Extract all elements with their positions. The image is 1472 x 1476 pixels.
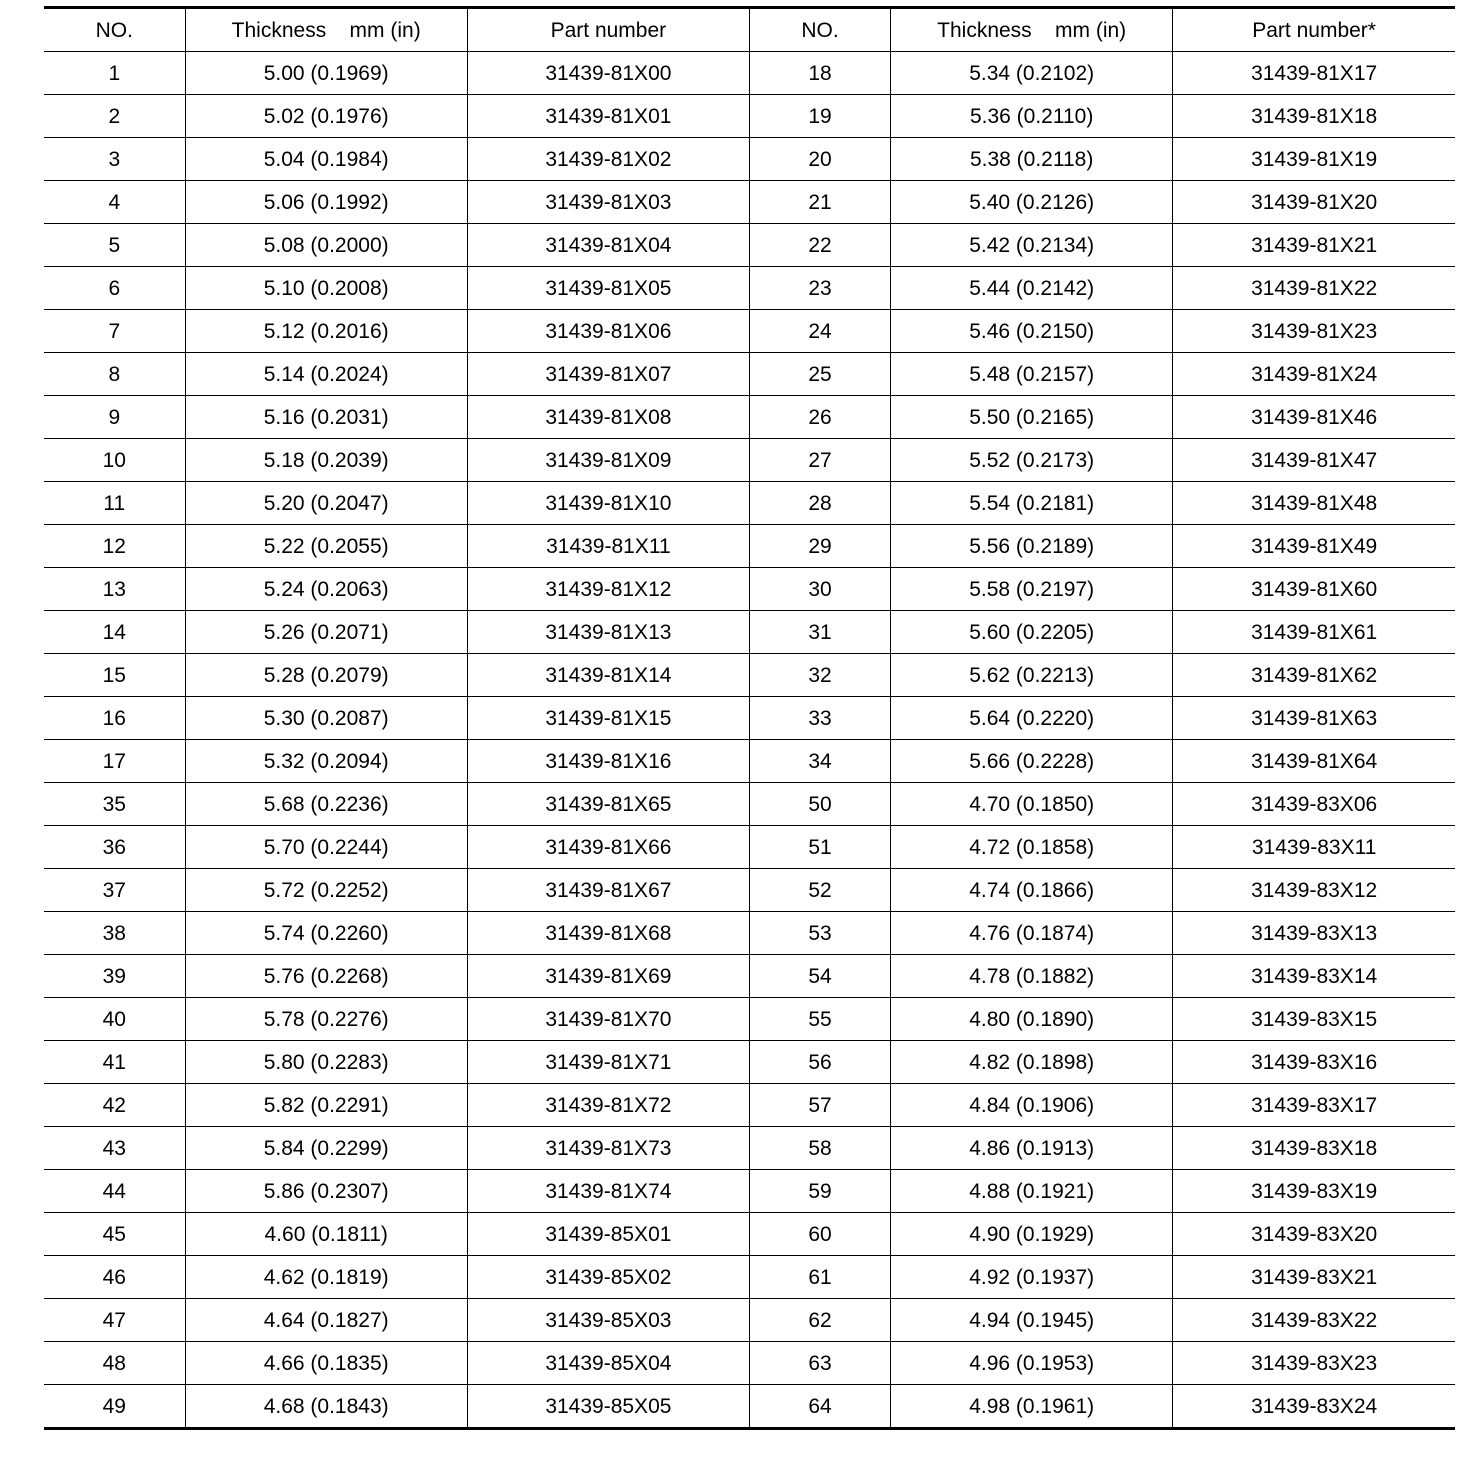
- cell-no-right: 18: [749, 52, 890, 95]
- cell-no-left: 38: [44, 912, 185, 955]
- cell-part-number-right: 31439-83X22: [1173, 1299, 1455, 1342]
- cell-no-right: 24: [749, 310, 890, 353]
- cell-part-number-left: 31439-81X65: [467, 783, 749, 826]
- table-row: [44, 439, 1455, 482]
- table-row: [44, 1127, 1455, 1170]
- cell-thickness-right: 5.38 (0.2118): [891, 138, 1173, 181]
- table-row: [44, 1256, 1455, 1299]
- cell-no-left: 48: [44, 1342, 185, 1385]
- cell-thickness-left: 5.82 (0.2291): [185, 1084, 467, 1127]
- cell-thickness-right: 5.48 (0.2157): [891, 353, 1173, 396]
- cell-part-number-right: 31439-83X15: [1173, 998, 1455, 1041]
- table-row: [44, 1041, 1455, 1084]
- table-row: [44, 181, 1455, 224]
- cell-thickness-left: 5.20 (0.2047): [185, 482, 467, 525]
- table-row: [44, 1170, 1455, 1213]
- cell-thickness-right: 4.72 (0.1858): [891, 826, 1173, 869]
- cell-part-number-right: 31439-83X20: [1173, 1213, 1455, 1256]
- table-row: [44, 525, 1455, 568]
- cell-part-number-right: 31439-83X13: [1173, 912, 1455, 955]
- table-row: [44, 1213, 1455, 1256]
- cell-no-right: 22: [749, 224, 890, 267]
- cell-part-number-left: 31439-85X04: [467, 1342, 749, 1385]
- table-row: [44, 138, 1455, 181]
- cell-part-number-left: 31439-81X09: [467, 439, 749, 482]
- cell-thickness-left: 5.04 (0.1984): [185, 138, 467, 181]
- cell-part-number-right: 31439-83X14: [1173, 955, 1455, 998]
- table-header: [44, 8, 1455, 52]
- cell-part-number-left: 31439-85X03: [467, 1299, 749, 1342]
- cell-part-number-left: 31439-81X71: [467, 1041, 749, 1084]
- cell-no-right: 60: [749, 1213, 890, 1256]
- table-row: [44, 1084, 1455, 1127]
- cell-part-number-left: 31439-81X70: [467, 998, 749, 1041]
- cell-no-left: 49: [44, 1385, 185, 1429]
- cell-no-left: 37: [44, 869, 185, 912]
- cell-thickness-left: 5.24 (0.2063): [185, 568, 467, 611]
- cell-part-number-left: 31439-81X74: [467, 1170, 749, 1213]
- header-no-left: NO.: [44, 8, 185, 52]
- cell-no-right: 20: [749, 138, 890, 181]
- cell-thickness-left: 5.86 (0.2307): [185, 1170, 467, 1213]
- cell-no-right: 63: [749, 1342, 890, 1385]
- cell-no-right: 62: [749, 1299, 890, 1342]
- cell-thickness-right: 4.98 (0.1961): [891, 1385, 1173, 1429]
- cell-thickness-right: 5.56 (0.2189): [891, 525, 1173, 568]
- table-row: [44, 783, 1455, 826]
- cell-no-right: 25: [749, 353, 890, 396]
- cell-thickness-right: 4.86 (0.1913): [891, 1127, 1173, 1170]
- cell-thickness-left: 5.28 (0.2079): [185, 654, 467, 697]
- table-row: [44, 267, 1455, 310]
- cell-part-number-right: 31439-81X23: [1173, 310, 1455, 353]
- header-thickness-left: Thickness mm (in): [185, 8, 467, 52]
- cell-part-number-right: 31439-81X60: [1173, 568, 1455, 611]
- cell-no-right: 53: [749, 912, 890, 955]
- cell-part-number-right: 31439-81X18: [1173, 95, 1455, 138]
- table-row: [44, 955, 1455, 998]
- cell-no-right: 26: [749, 396, 890, 439]
- cell-part-number-right: 31439-81X49: [1173, 525, 1455, 568]
- cell-thickness-right: 5.46 (0.2150): [891, 310, 1173, 353]
- cell-thickness-right: 4.80 (0.1890): [891, 998, 1173, 1041]
- header-part-number-left: Part number: [467, 8, 749, 52]
- cell-no-right: 21: [749, 181, 890, 224]
- cell-thickness-right: 4.82 (0.1898): [891, 1041, 1173, 1084]
- cell-no-right: 31: [749, 611, 890, 654]
- table-row: [44, 310, 1455, 353]
- header-row: [44, 8, 1455, 52]
- cell-no-right: 32: [749, 654, 890, 697]
- cell-no-right: 34: [749, 740, 890, 783]
- cell-part-number-right: 31439-83X06: [1173, 783, 1455, 826]
- cell-part-number-left: 31439-81X72: [467, 1084, 749, 1127]
- cell-part-number-right: 31439-81X63: [1173, 697, 1455, 740]
- cell-no-left: 45: [44, 1213, 185, 1256]
- cell-thickness-left: 5.30 (0.2087): [185, 697, 467, 740]
- cell-part-number-right: 31439-81X17: [1173, 52, 1455, 95]
- cell-no-left: 7: [44, 310, 185, 353]
- cell-no-right: 52: [749, 869, 890, 912]
- cell-thickness-right: 5.42 (0.2134): [891, 224, 1173, 267]
- cell-part-number-left: 31439-81X16: [467, 740, 749, 783]
- cell-no-left: 10: [44, 439, 185, 482]
- cell-thickness-right: 4.92 (0.1937): [891, 1256, 1173, 1299]
- cell-part-number-left: 31439-81X69: [467, 955, 749, 998]
- cell-no-right: 57: [749, 1084, 890, 1127]
- cell-no-right: 58: [749, 1127, 890, 1170]
- cell-no-left: 15: [44, 654, 185, 697]
- cell-no-right: 29: [749, 525, 890, 568]
- cell-no-left: 16: [44, 697, 185, 740]
- cell-part-number-right: 31439-81X64: [1173, 740, 1455, 783]
- cell-no-right: 61: [749, 1256, 890, 1299]
- cell-thickness-right: 4.88 (0.1921): [891, 1170, 1173, 1213]
- cell-no-left: 41: [44, 1041, 185, 1084]
- cell-thickness-right: 5.36 (0.2110): [891, 95, 1173, 138]
- cell-no-left: 47: [44, 1299, 185, 1342]
- cell-thickness-left: 4.66 (0.1835): [185, 1342, 467, 1385]
- cell-thickness-right: 5.50 (0.2165): [891, 396, 1173, 439]
- header-thickness-right: Thickness mm (in): [891, 8, 1173, 52]
- cell-no-right: 54: [749, 955, 890, 998]
- table-row: [44, 568, 1455, 611]
- cell-thickness-right: 4.70 (0.1850): [891, 783, 1173, 826]
- cell-thickness-right: 4.84 (0.1906): [891, 1084, 1173, 1127]
- cell-thickness-right: 4.90 (0.1929): [891, 1213, 1173, 1256]
- cell-thickness-left: 5.22 (0.2055): [185, 525, 467, 568]
- cell-part-number-right: 31439-81X20: [1173, 181, 1455, 224]
- cell-no-left: 9: [44, 396, 185, 439]
- cell-part-number-left: 31439-81X13: [467, 611, 749, 654]
- table-row: [44, 482, 1455, 525]
- cell-part-number-left: 31439-81X07: [467, 353, 749, 396]
- cell-thickness-left: 5.84 (0.2299): [185, 1127, 467, 1170]
- cell-part-number-right: 31439-81X61: [1173, 611, 1455, 654]
- cell-thickness-right: 5.44 (0.2142): [891, 267, 1173, 310]
- cell-part-number-left: 31439-81X10: [467, 482, 749, 525]
- cell-thickness-left: 4.62 (0.1819): [185, 1256, 467, 1299]
- cell-part-number-left: 31439-81X66: [467, 826, 749, 869]
- cell-thickness-left: 5.00 (0.1969): [185, 52, 467, 95]
- cell-part-number-right: 31439-83X24: [1173, 1385, 1455, 1429]
- header-part-number-right: Part number*: [1173, 8, 1455, 52]
- table-row: [44, 1385, 1455, 1429]
- cell-thickness-left: 4.64 (0.1827): [185, 1299, 467, 1342]
- cell-part-number-left: 31439-81X06: [467, 310, 749, 353]
- cell-no-left: 35: [44, 783, 185, 826]
- cell-thickness-right: 5.34 (0.2102): [891, 52, 1173, 95]
- cell-part-number-left: 31439-81X68: [467, 912, 749, 955]
- cell-part-number-right: 31439-83X16: [1173, 1041, 1455, 1084]
- cell-no-left: 3: [44, 138, 185, 181]
- cell-no-right: 30: [749, 568, 890, 611]
- cell-part-number-right: 31439-81X46: [1173, 396, 1455, 439]
- cell-no-left: 46: [44, 1256, 185, 1299]
- cell-thickness-right: 4.78 (0.1882): [891, 955, 1173, 998]
- cell-thickness-left: 5.72 (0.2252): [185, 869, 467, 912]
- table-row: [44, 1299, 1455, 1342]
- table-row: [44, 740, 1455, 783]
- table-row: [44, 869, 1455, 912]
- cell-part-number-right: 31439-83X19: [1173, 1170, 1455, 1213]
- cell-part-number-left: 31439-81X14: [467, 654, 749, 697]
- cell-thickness-left: 5.10 (0.2008): [185, 267, 467, 310]
- cell-no-right: 19: [749, 95, 890, 138]
- table-row: [44, 396, 1455, 439]
- cell-no-left: 11: [44, 482, 185, 525]
- table-row: [44, 353, 1455, 396]
- cell-thickness-left: 5.06 (0.1992): [185, 181, 467, 224]
- cell-no-left: 5: [44, 224, 185, 267]
- cell-part-number-right: 31439-81X48: [1173, 482, 1455, 525]
- cell-part-number-left: 31439-81X01: [467, 95, 749, 138]
- cell-thickness-left: 5.74 (0.2260): [185, 912, 467, 955]
- cell-part-number-right: 31439-83X21: [1173, 1256, 1455, 1299]
- cell-no-left: 17: [44, 740, 185, 783]
- cell-thickness-left: 5.12 (0.2016): [185, 310, 467, 353]
- cell-part-number-left: 31439-81X12: [467, 568, 749, 611]
- cell-no-right: 56: [749, 1041, 890, 1084]
- cell-part-number-left: 31439-81X15: [467, 697, 749, 740]
- cell-thickness-left: 5.18 (0.2039): [185, 439, 467, 482]
- cell-thickness-left: 5.78 (0.2276): [185, 998, 467, 1041]
- cell-thickness-left: 4.60 (0.1811): [185, 1213, 467, 1256]
- cell-part-number-right: 31439-83X12: [1173, 869, 1455, 912]
- cell-part-number-right: 31439-83X11: [1173, 826, 1455, 869]
- cell-thickness-right: 5.64 (0.2220): [891, 697, 1173, 740]
- cell-thickness-left: 5.80 (0.2283): [185, 1041, 467, 1084]
- cell-part-number-right: 31439-81X22: [1173, 267, 1455, 310]
- cell-thickness-left: 4.68 (0.1843): [185, 1385, 467, 1429]
- cell-thickness-right: 4.96 (0.1953): [891, 1342, 1173, 1385]
- cell-thickness-left: 5.02 (0.1976): [185, 95, 467, 138]
- cell-thickness-left: 5.26 (0.2071): [185, 611, 467, 654]
- cell-no-left: 14: [44, 611, 185, 654]
- table-row: [44, 95, 1455, 138]
- cell-no-left: 2: [44, 95, 185, 138]
- table-row: [44, 224, 1455, 267]
- cell-part-number-left: 31439-81X08: [467, 396, 749, 439]
- cell-no-right: 55: [749, 998, 890, 1041]
- cell-part-number-right: 31439-83X18: [1173, 1127, 1455, 1170]
- cell-no-right: 59: [749, 1170, 890, 1213]
- cell-part-number-left: 31439-81X00: [467, 52, 749, 95]
- table-row: [44, 826, 1455, 869]
- cell-thickness-left: 5.70 (0.2244): [185, 826, 467, 869]
- shim-part-table: [44, 6, 1455, 1430]
- table-row: [44, 998, 1455, 1041]
- cell-part-number-left: 31439-81X04: [467, 224, 749, 267]
- cell-thickness-right: 5.60 (0.2205): [891, 611, 1173, 654]
- table-row: [44, 1342, 1455, 1385]
- cell-no-left: 1: [44, 52, 185, 95]
- cell-no-left: 39: [44, 955, 185, 998]
- cell-thickness-right: 5.40 (0.2126): [891, 181, 1173, 224]
- header-no-right: NO.: [749, 8, 890, 52]
- cell-no-left: 6: [44, 267, 185, 310]
- cell-part-number-right: 31439-81X19: [1173, 138, 1455, 181]
- table-row: [44, 654, 1455, 697]
- cell-no-left: 4: [44, 181, 185, 224]
- cell-part-number-left: 31439-81X03: [467, 181, 749, 224]
- cell-thickness-right: 4.94 (0.1945): [891, 1299, 1173, 1342]
- cell-no-left: 8: [44, 353, 185, 396]
- table-row: [44, 611, 1455, 654]
- cell-thickness-left: 5.08 (0.2000): [185, 224, 467, 267]
- cell-thickness-left: 5.76 (0.2268): [185, 955, 467, 998]
- table-row: [44, 912, 1455, 955]
- cell-no-left: 43: [44, 1127, 185, 1170]
- cell-no-right: 23: [749, 267, 890, 310]
- cell-part-number-right: 31439-83X17: [1173, 1084, 1455, 1127]
- cell-no-right: 50: [749, 783, 890, 826]
- cell-part-number-left: 31439-81X02: [467, 138, 749, 181]
- cell-no-left: 44: [44, 1170, 185, 1213]
- cell-part-number-left: 31439-85X01: [467, 1213, 749, 1256]
- cell-thickness-right: 5.66 (0.2228): [891, 740, 1173, 783]
- cell-part-number-right: 31439-83X23: [1173, 1342, 1455, 1385]
- cell-part-number-right: 31439-81X24: [1173, 353, 1455, 396]
- cell-thickness-right: 5.54 (0.2181): [891, 482, 1173, 525]
- cell-thickness-left: 5.16 (0.2031): [185, 396, 467, 439]
- cell-part-number-left: 31439-81X73: [467, 1127, 749, 1170]
- cell-thickness-right: 4.74 (0.1866): [891, 869, 1173, 912]
- cell-part-number-left: 31439-85X02: [467, 1256, 749, 1299]
- table-body: [44, 52, 1455, 1429]
- cell-no-left: 36: [44, 826, 185, 869]
- cell-thickness-left: 5.32 (0.2094): [185, 740, 467, 783]
- cell-no-right: 51: [749, 826, 890, 869]
- cell-thickness-right: 5.52 (0.2173): [891, 439, 1173, 482]
- table-row: [44, 52, 1455, 95]
- cell-thickness-left: 5.68 (0.2236): [185, 783, 467, 826]
- cell-part-number-left: 31439-81X11: [467, 525, 749, 568]
- cell-thickness-right: 4.76 (0.1874): [891, 912, 1173, 955]
- cell-part-number-left: 31439-81X05: [467, 267, 749, 310]
- cell-part-number-right: 31439-81X47: [1173, 439, 1455, 482]
- cell-no-left: 13: [44, 568, 185, 611]
- cell-no-left: 42: [44, 1084, 185, 1127]
- cell-no-right: 64: [749, 1385, 890, 1429]
- cell-thickness-left: 5.14 (0.2024): [185, 353, 467, 396]
- cell-no-left: 40: [44, 998, 185, 1041]
- cell-thickness-right: 5.58 (0.2197): [891, 568, 1173, 611]
- cell-no-right: 27: [749, 439, 890, 482]
- cell-part-number-left: 31439-81X67: [467, 869, 749, 912]
- cell-part-number-left: 31439-85X05: [467, 1385, 749, 1429]
- cell-thickness-right: 5.62 (0.2213): [891, 654, 1173, 697]
- cell-no-right: 28: [749, 482, 890, 525]
- cell-part-number-right: 31439-81X21: [1173, 224, 1455, 267]
- cell-no-left: 12: [44, 525, 185, 568]
- table-row: [44, 697, 1455, 740]
- cell-part-number-right: 31439-81X62: [1173, 654, 1455, 697]
- cell-no-right: 33: [749, 697, 890, 740]
